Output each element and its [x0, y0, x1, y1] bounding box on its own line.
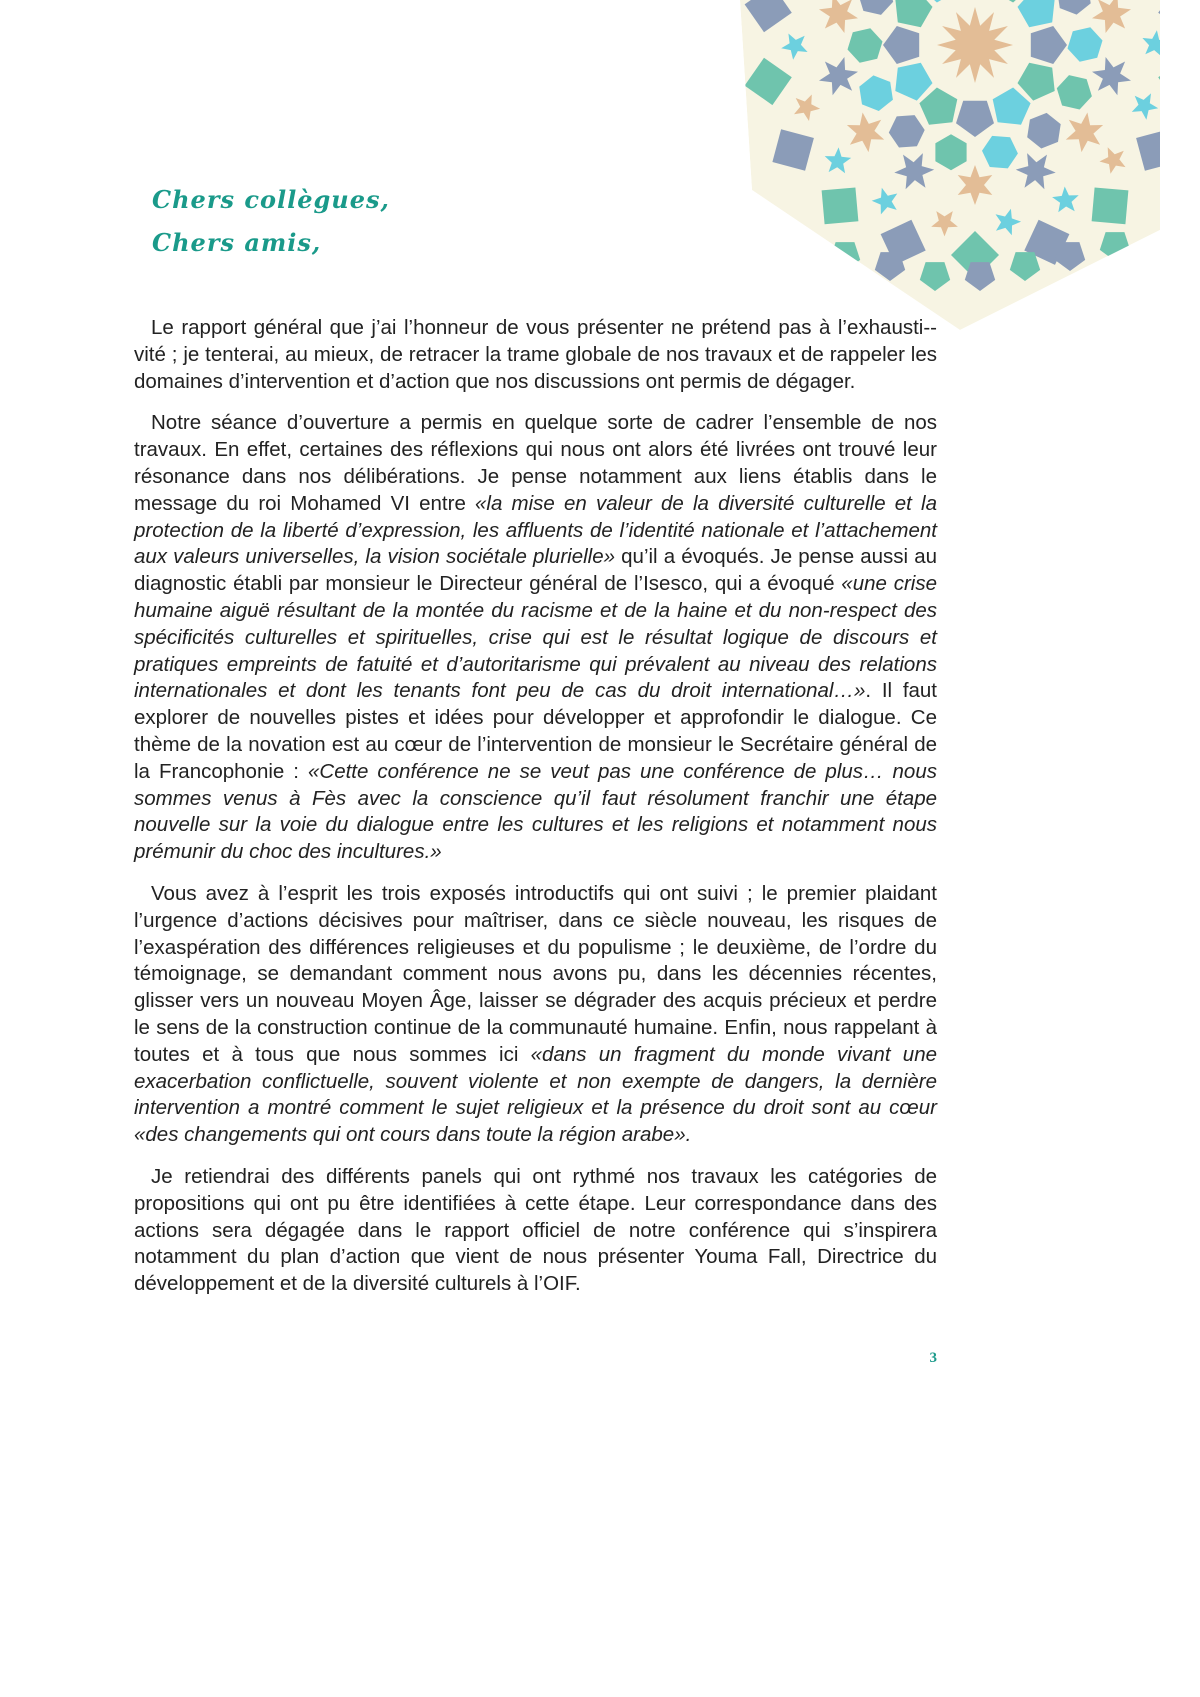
page-number: 3: [929, 1350, 937, 1366]
paragraph-4: [134, 1164, 937, 1298]
ornament-shape: [822, 188, 859, 225]
text-segment: . Il faut explorer de nouvelles pistes et idées pour développer et approfondir le dialogue. Ce thème de la novation est au cœur de l’intervention de monsieur le Secrétaire général de la Francophonie :: [134, 679, 938, 783]
ornament-shape: [830, 242, 860, 271]
greeting-line-2: Chers amis,: [152, 228, 322, 257]
text-segment: Notre séance d’ouverture a permis en quelque sorte de cadrer l’ensemble de nos travaux. En effet, certaines des réflexions qui nous ont alors été livrées ont trouvé leur résonance dans nos délibérations. Je pense notamment aux liens établis dans le message du roi Mohamed VI entre: [134, 411, 937, 515]
quote-text: «dans un fragment du monde vivant une exacerbation conflictuelle, souvent violente et non exempte de dangers, la dernière intervention a montré comment le sujet religieux et la présence du droit sont au cœur «des changements qui ont cours dans toute la région arabe».: [134, 1042, 937, 1147]
geometric-star-pattern-icon: [740, 0, 1160, 330]
ornament-shape: [1092, 188, 1129, 225]
paragraph-3: [134, 881, 937, 1149]
quote-text: «une crise humaine aiguë résultant de la montée du racisme et de la haine et du non-respect des spécificités culturelles et spirituelles, crise qui est le résultat logique de discours et pratiques empreints de fatuité et d’autoritarisme qui prévalent au niveau des relations internationales et dont les tenants font peu de cas du droit international…»: [134, 572, 937, 703]
greeting: [152, 178, 390, 264]
paragraph-2: [134, 410, 937, 866]
body-text: [134, 315, 937, 1313]
text-segment: Je retiendrai des différents panels qui ont rythmé nos travaux les catégories de propositions qui ont pu être identifiées à cette étape. Leur correspondance dans des actions sera dégagée dans le rapport officiel de notre conférence qui s’inspirera notamment du plan d’action que vient de nous présenter Youma Fall, Directrice du développement et de la diversité culturels à l’OIF.: [134, 1164, 937, 1296]
quote-text: «la mise en valeur de la diversité culturelle et la protection de la liberté d’expression, les affluents de l’identité nationale et l’attachement aux valeurs universelles, la vision sociétale plurielle»: [134, 491, 937, 569]
quote-text: «Cette conférence ne se veut pas une conférence de plus… nous sommes venus à Fès avec la conscience qu’il faut résolument franchir une étape nouvelle sur la voie du dialogue entre les cultures et les religions et notamment nous prémunir du choc des incultures.»: [134, 759, 937, 864]
text-segment: Vous avez à l’esprit les trois exposés introductifs qui ont suivi ; le premier plaidant l’urgence d’actions décisives pour maîtriser, dans ce siècle nouveau, les risques de l’exaspération des différences religieuses et du populisme ; le deuxième, de l’ordre du témoignage, se demandant comment nous avons pu, dans les décennies récentes, glisser vers un nouveau Moyen Âge, laisser se dégrader des acquis précieux et perdre le sens de la construction continue de la communauté humaine. Enfin, nous rappelant à toutes et à tous que nous sommes ici: [134, 881, 937, 1066]
text-segment: Le rapport général que j’ai l’honneur de vous présenter ne prétend pas à l’exhausti-vité ; je tenterai, au mieux, de retracer la trame globale de nos travaux et de rappeler les domaines d’intervention et d’action que nos discussions ont permis de dégager.: [134, 316, 937, 393]
greeting-line-1: Chers collègues,: [152, 185, 390, 214]
text-segment: qu’il a évoqués. Je pense aussi au diagnostic établi par monsieur le Directeur général de l’Isesco, qui a évoqué: [134, 545, 937, 596]
ornament-shape: [785, 232, 815, 261]
paragraph-1: [134, 315, 937, 395]
